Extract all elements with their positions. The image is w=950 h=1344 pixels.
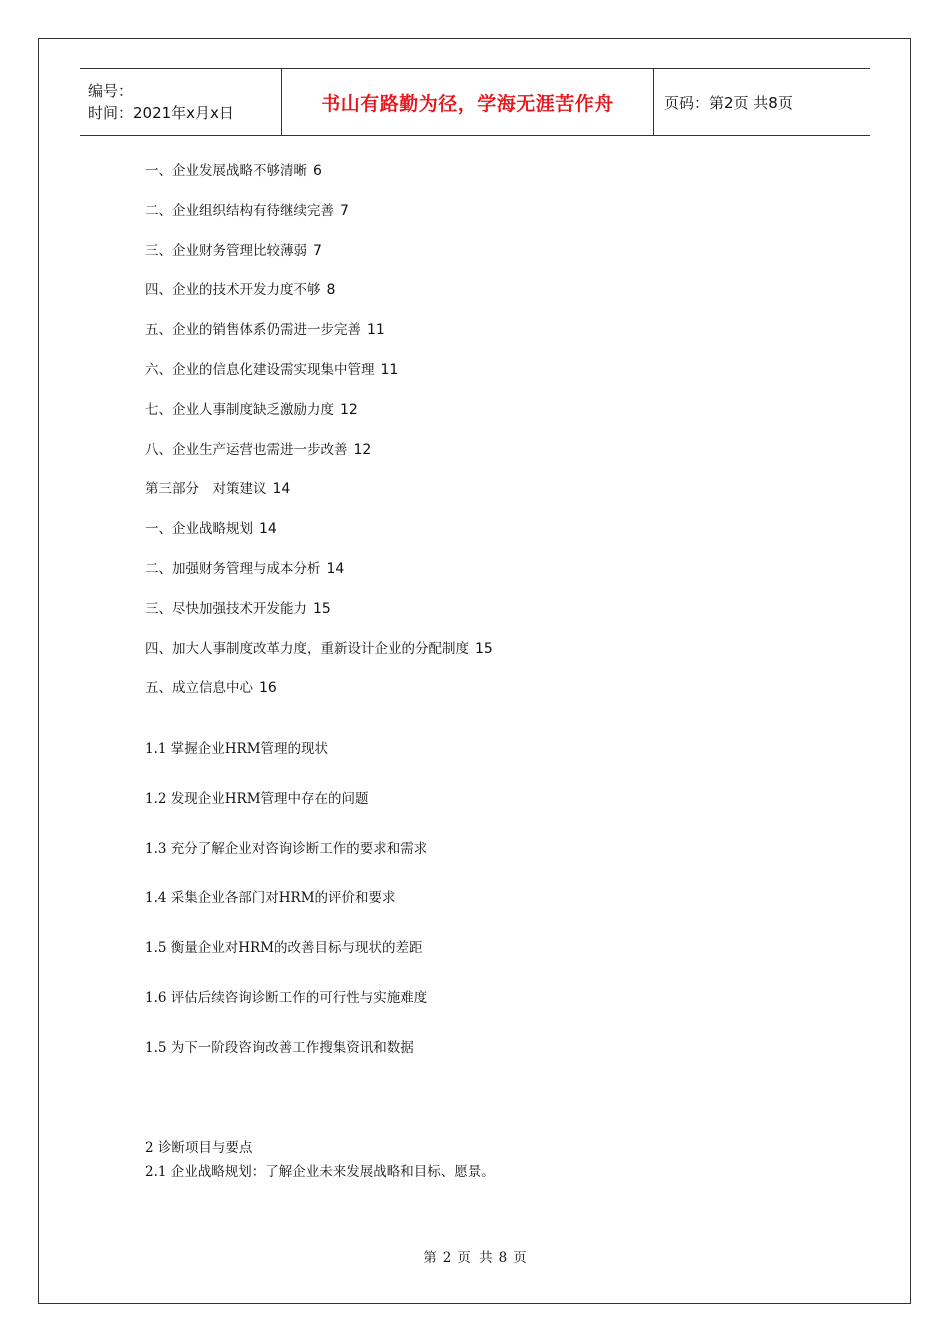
toc-item[interactable]: 第三部分 对策建议 14 — [145, 481, 291, 498]
toc-item[interactable]: 一、企业发展战略不够清晰 6 — [145, 163, 322, 179]
toc-item[interactable]: 五、成立信息中心 16 — [145, 680, 277, 697]
objective-item: 1.1 掌握企业HRM管理的现状 — [145, 741, 329, 757]
toc-page-number: 15 — [475, 640, 493, 657]
toc-item[interactable]: 六、企业的信息化建设需实现集中管理 11 — [145, 361, 399, 378]
toc-item[interactable]: 二、企业组织结构有待继续完善 7 — [145, 202, 349, 219]
footer-total-pages: 8 — [498, 1250, 508, 1266]
footer-prefix: 第 — [423, 1250, 437, 1266]
toc-item[interactable]: 二、加强财务管理与成本分析 14 — [145, 560, 345, 577]
objectives-list — [145, 738, 427, 1087]
footer-mid: 页 共 — [457, 1250, 493, 1266]
toc-item[interactable]: 四、企业的技术开发力度不够 8 — [145, 282, 336, 299]
toc-item[interactable]: 五、企业的销售体系仍需进一步完善 11 — [145, 322, 385, 339]
toc-item[interactable]: 一、企业战略规划 14 — [145, 521, 277, 538]
toc-page-number: 6 — [313, 163, 322, 179]
header-meta — [80, 69, 282, 135]
toc-page-number: 8 — [326, 282, 336, 299]
document-header — [80, 68, 870, 136]
objective-item: 1.2 发现企业HRM管理中存在的问题 — [145, 790, 369, 807]
header-slogan-cell — [282, 69, 654, 135]
footer-suffix: 页 — [513, 1250, 527, 1266]
toc-page-number: 7 — [313, 242, 322, 259]
toc-page-number: 12 — [353, 441, 372, 458]
page-footer — [0, 1246, 950, 1266]
toc-item[interactable]: 七、企业人事制度缺乏激励力度 12 — [145, 401, 358, 418]
toc-item[interactable]: 三、尽快加强技术开发能力 15 — [145, 600, 331, 617]
time-label: 时间：2021年x月x日 — [88, 104, 234, 122]
slogan: 书山有路勤为径，学海无涯苦作舟 — [321, 92, 614, 115]
footer-page-number: 2 — [442, 1250, 452, 1266]
objective-item: 1.5 为下一阶段咨询改善工作搜集资讯和数据 — [145, 1039, 414, 1056]
objective-item: 1.3 充分了解企业对咨询诊断工作的要求和需求 — [145, 840, 428, 857]
serial-label: 编号： — [88, 82, 134, 100]
toc-page-number: 11 — [380, 361, 399, 378]
toc-page-number: 11 — [367, 322, 385, 339]
objective-item: 1.4 采集企业各部门对HRM的评价和要求 — [145, 890, 396, 907]
toc-item[interactable]: 八、企业生产运营也需进一步改善 12 — [145, 441, 372, 458]
header-page-info-cell — [654, 69, 870, 135]
table-of-contents — [145, 160, 493, 717]
toc-page-number: 16 — [259, 680, 277, 697]
toc-page-number: 14 — [326, 560, 345, 577]
page-info: 页码：第2页 共8页 — [664, 93, 793, 112]
toc-page-number: 7 — [340, 202, 349, 219]
toc-item[interactable]: 三、企业财务管理比较薄弱 7 — [145, 242, 322, 259]
section-item: 2.1 企业战略规划：了解企业未来发展战略和目标、愿景。 — [145, 1164, 495, 1180]
section-heading: 2 诊断项目与要点 — [145, 1140, 253, 1156]
toc-item[interactable]: 四、加大人事制度改革力度，重新设计企业的分配制度 15 — [145, 640, 493, 657]
toc-page-number: 15 — [313, 600, 331, 617]
toc-page-number: 14 — [272, 481, 291, 498]
diagnosis-section — [145, 1136, 495, 1184]
objective-item: 1.5 衡量企业对HRM的改善目标与现状的差距 — [145, 940, 423, 957]
objective-item: 1.6 评估后续咨询诊断工作的可行性与实施难度 — [145, 989, 428, 1006]
toc-page-number: 14 — [259, 521, 277, 538]
toc-page-number: 12 — [340, 401, 358, 418]
